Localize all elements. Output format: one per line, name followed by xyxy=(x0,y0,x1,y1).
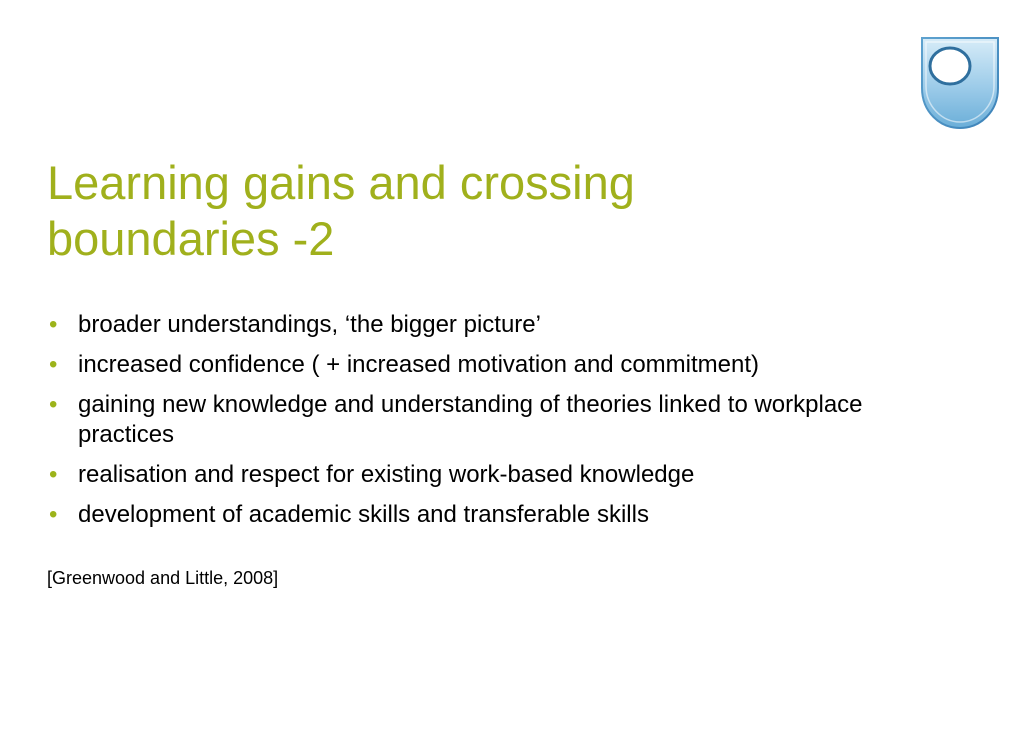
slide-title-line-2: boundaries -2 xyxy=(47,212,335,265)
bullet-list xyxy=(47,310,947,540)
slide-title xyxy=(47,155,867,267)
bullet-item xyxy=(47,310,947,340)
bullet-text: gaining new knowledge and understanding of theories linked to workplace practices xyxy=(78,391,863,448)
bullet-text: development of academic skills and transferable skills xyxy=(78,501,649,528)
bullet-text: realisation and respect for existing work-based knowledge xyxy=(78,461,695,488)
bullet-dot-icon: • xyxy=(49,501,58,528)
open-university-shield-icon xyxy=(920,36,1000,130)
bullet-dot-icon: • xyxy=(49,461,58,488)
slide-title-line-1: Learning gains and crossing xyxy=(47,156,635,209)
bullet-dot-icon: • xyxy=(49,311,58,338)
bullet-item xyxy=(47,390,947,450)
bullet-dot-icon: • xyxy=(49,391,58,418)
citation: [Greenwood and Little, 2008] xyxy=(47,568,279,588)
bullet-item xyxy=(47,500,947,530)
bullet-item xyxy=(47,460,947,490)
bullet-text: increased confidence ( + increased motivation and commitment) xyxy=(78,351,759,378)
bullet-text: broader understandings, ‘the bigger picture’ xyxy=(78,311,541,338)
bullet-dot-icon: • xyxy=(49,351,58,378)
bullet-item xyxy=(47,350,947,380)
